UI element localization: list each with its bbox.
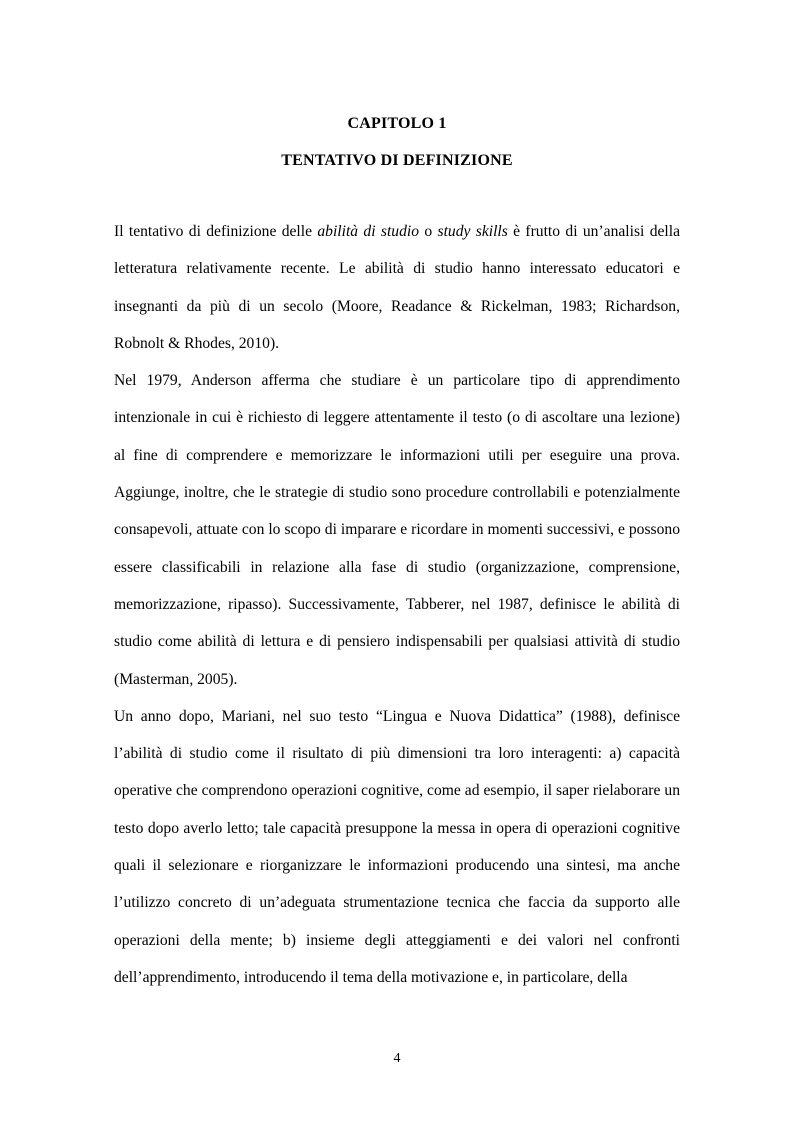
chapter-label: CAPITOLO 1: [347, 115, 447, 132]
chapter-title: TENTATIVO DI DEFINIZIONE: [281, 152, 513, 169]
paragraph-2: Nel 1979, Anderson afferma che studiare è un particolare tipo di apprendimento intenzionale in cui è richiesto di leggere attentamente il testo (o di ascoltare una lezione) al fine di comprendere e memorizzare le informazioni utili per eseguire una prova. Aggiunge, inoltre, che le strategie di studio sono procedure controllabili e potenzialmente consapevoli, attuate con lo scopo di imparare e ricordare in momenti successivi, e possono essere classificabili in relazione alla fase di studio (organizzazione, comprensione, memorizzazione, ripasso). Successivamente, Tabberer, nel 1987, definisce le abilità di studio come abilità di lettura e di pensiero indispensabili per qualsiasi attività di studio (Masterman, 2005).: [114, 372, 680, 688]
term-abilita-di-studio: abilità di studio: [317, 223, 420, 240]
paragraph-1-text-b: o: [419, 223, 438, 240]
paragraph-1: [114, 213, 680, 362]
page-number: 4: [393, 1051, 401, 1066]
paragraph-1-text-c: è frutto di un’analisi della letteratura relativamente recente. Le abilità di studio hanno interessato educatori e insegnanti da più di un secolo (Moore, Readance & Rickelman, 1983; Richardson, Robnolt & Rhodes, 2010).: [114, 223, 680, 352]
body-text: [114, 213, 680, 996]
paragraph-3: Un anno dopo, Mariani, nel suo testo “Lingua e Nuova Didattica” (1988), definisce l’abilità di studio come il risultato di più dimensioni tra loro interagenti: a) capacità operative che comprendono operazioni cognitive, come ad esempio, il saper rielaborare un testo dopo averlo letto; tale capacità presuppone la messa in opera di operazioni cognitive quali il selezionare e riorganizzare le informazioni producendo una sintesi, ma anche l’utilizzo concreto di un’adeguata strumentazione tecnica che faccia da supporto alle operazioni della mente; b) insieme degli atteggiamenti e dei valori nel confronti dell’apprendimento, introducendo il tema della motivazione e, in particolare, della: [114, 707, 680, 986]
term-study-skills: study skills: [437, 223, 508, 240]
paragraph-1-text-a: Il tentativo di definizione delle: [114, 223, 318, 240]
